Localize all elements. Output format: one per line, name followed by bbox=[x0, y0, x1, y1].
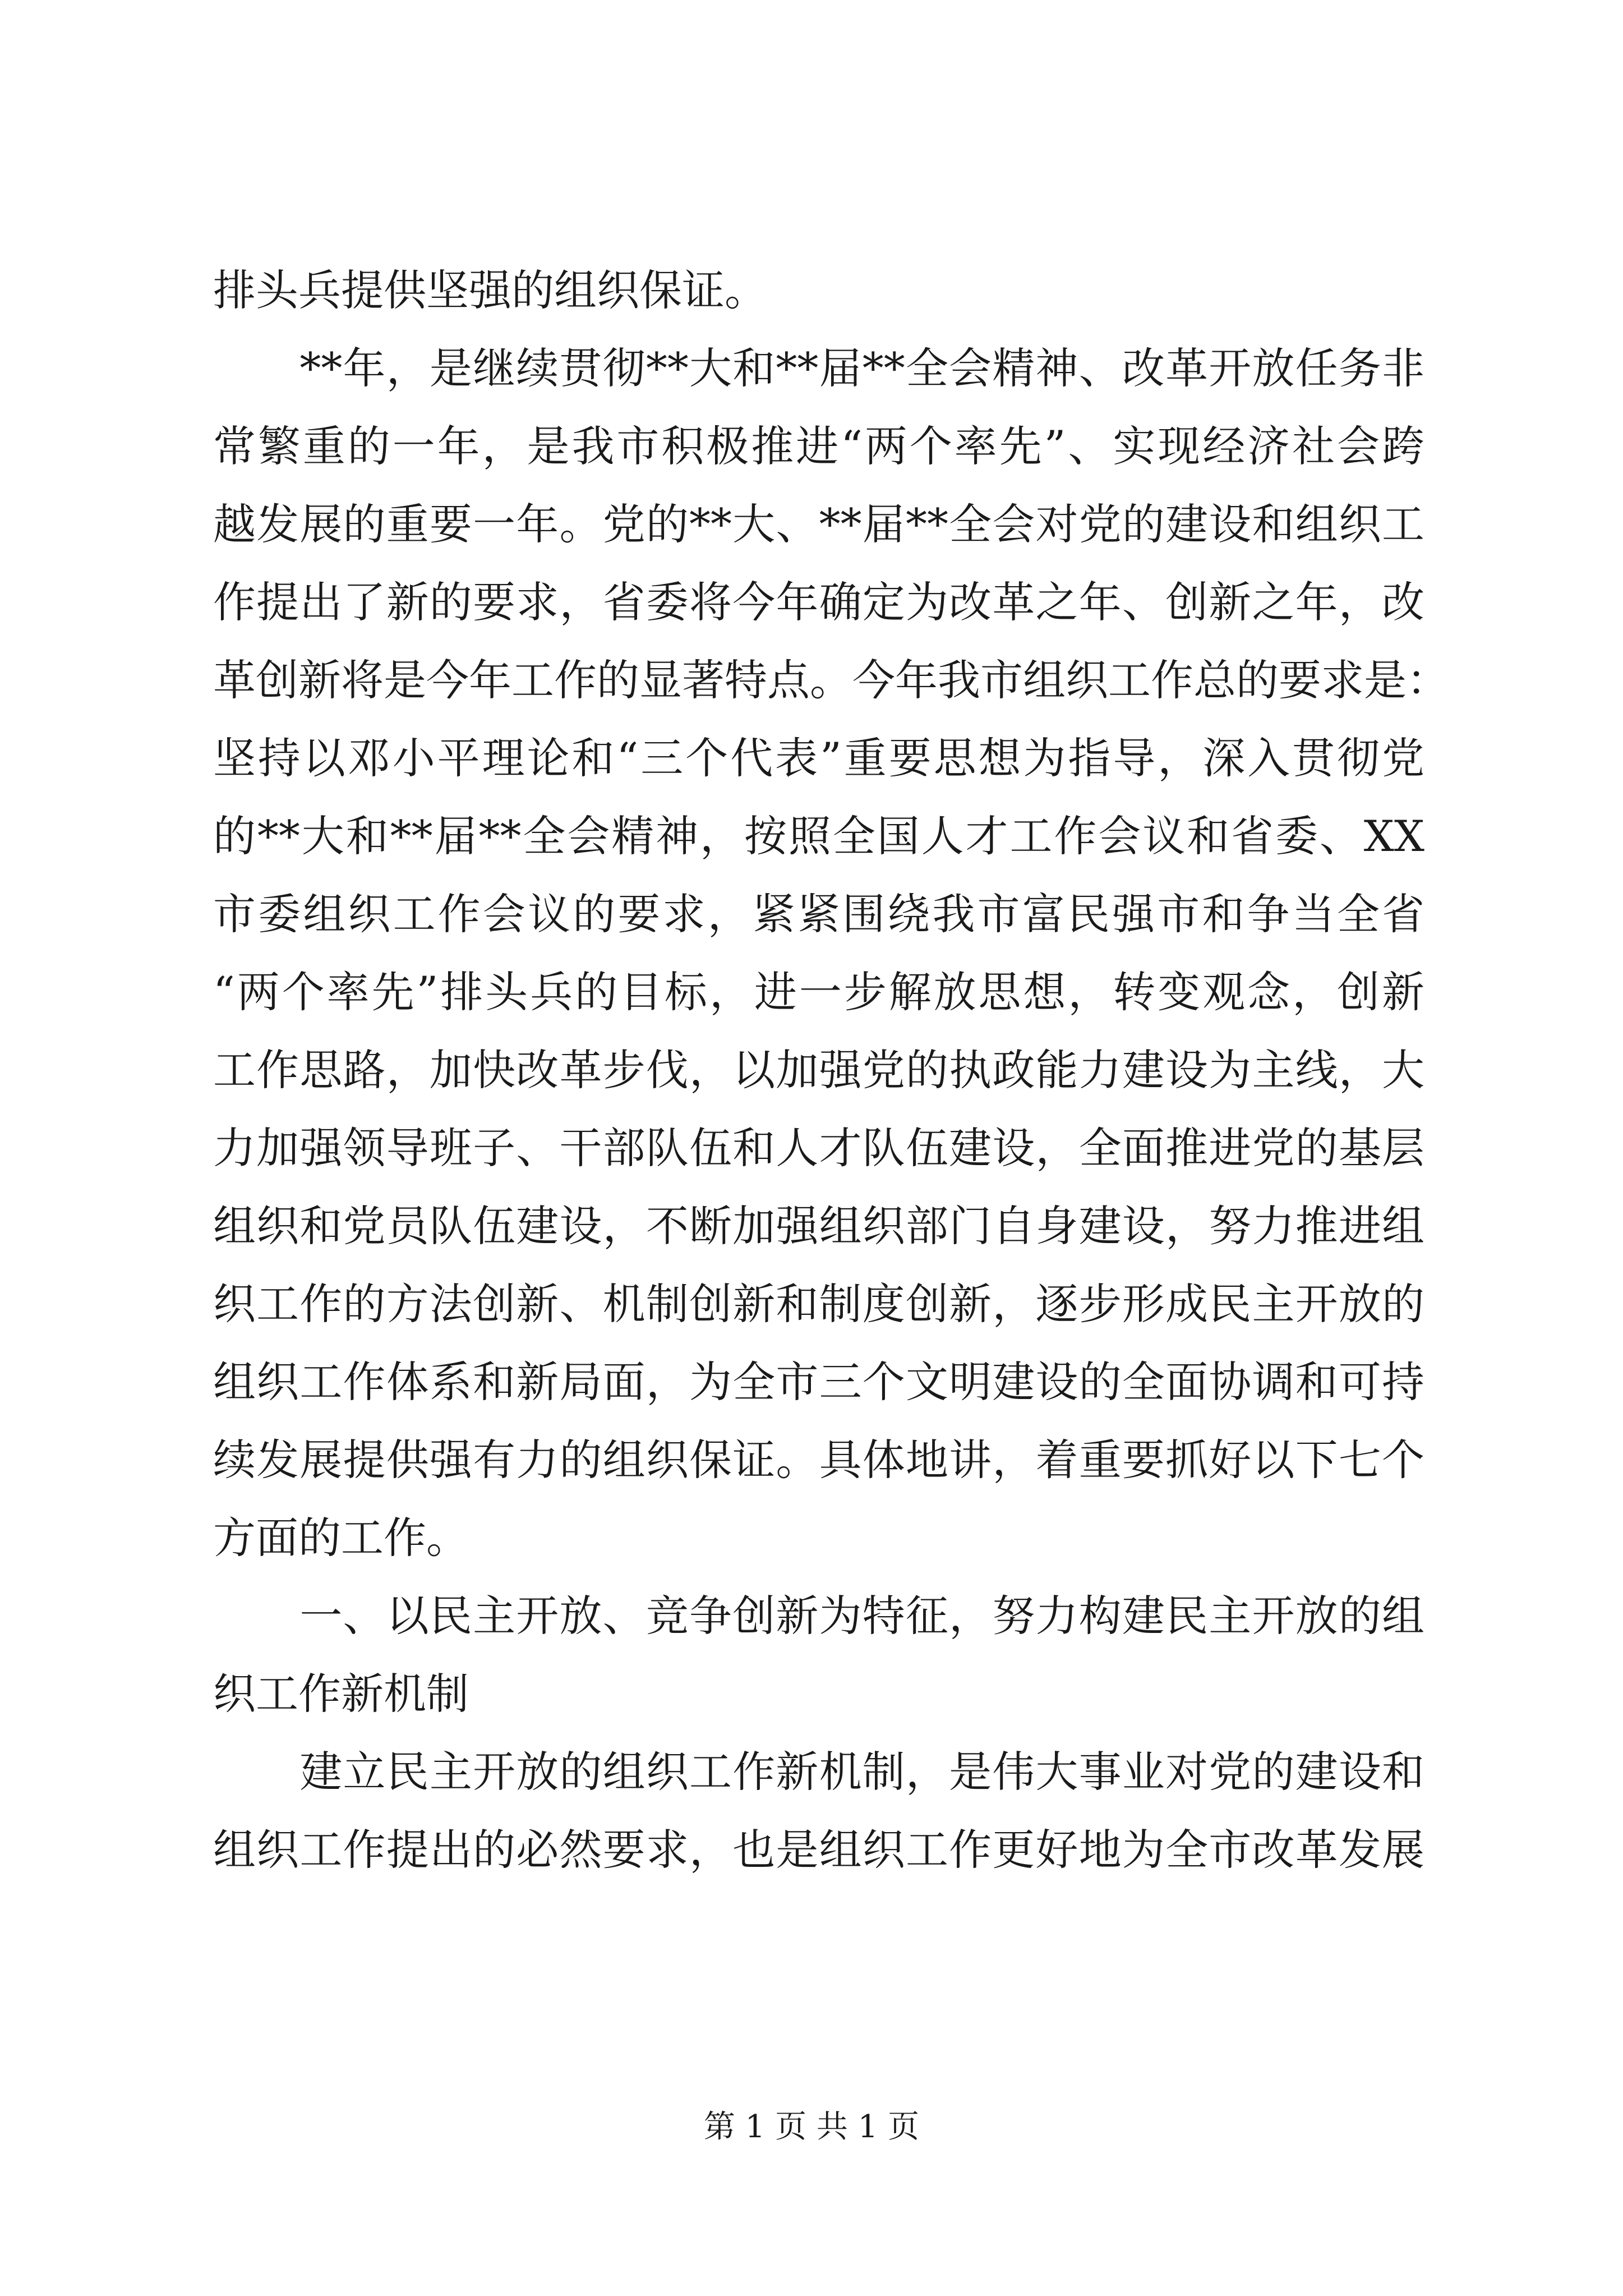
text-line: 建立民主开放的组织工作新机制，是伟大事业对党的建设和 bbox=[213, 1747, 1424, 1797]
section-heading-line: 织工作新机制 bbox=[213, 1669, 469, 1719]
text-line: 越发展的重要一年。党的**大、**届**全会对党的建设和组织工 bbox=[213, 499, 1424, 549]
text-line: 常繁重的一年，是我市积极推进“两个率先”、实现经济社会跨 bbox=[213, 421, 1424, 471]
text-line: 组织和党员队伍建设，不断加强组织部门自身建设，努力推进组 bbox=[213, 1201, 1424, 1251]
text-line: 力加强领导班子、干部队伍和人才队伍建设，全面推进党的基层 bbox=[213, 1123, 1424, 1173]
text-line: 作提出了新的要求，省委将今年确定为改革之年、创新之年，改 bbox=[213, 577, 1424, 627]
text-line: 排头兵提供坚强的组织保证。 bbox=[213, 265, 767, 315]
text-line: “两个率先”排头兵的目标，进一步解放思想，转变观念，创新 bbox=[213, 967, 1424, 1017]
text-line: 组织工作提出的必然要求，也是组织工作更好地为全市改革发展 bbox=[213, 1825, 1424, 1875]
text-line: **年，是继续贯彻**大和**届**全会精神、改革开放任务非 bbox=[213, 343, 1424, 393]
page-number-footer: 第 1 页 共 1 页 bbox=[703, 2109, 920, 2145]
text-line: 坚持以邓小平理论和“三个代表”重要思想为指导，深入贯彻党 bbox=[213, 733, 1424, 783]
text-line: 织工作的方法创新、机制创新和制度创新，逐步形成民主开放的 bbox=[213, 1279, 1424, 1329]
text-line: 市委组织工作会议的要求，紧紧围绕我市富民强市和争当全省 bbox=[213, 889, 1424, 939]
text-line: 续发展提供强有力的组织保证。具体地讲，着重要抓好以下七个 bbox=[213, 1435, 1424, 1485]
text-line: 组织工作体系和新局面，为全市三个文明建设的全面协调和可持 bbox=[213, 1357, 1424, 1407]
text-line: 方面的工作。 bbox=[213, 1513, 469, 1563]
section-heading-line: 一、以民主开放、竞争创新为特征，努力构建民主开放的组 bbox=[213, 1591, 1424, 1641]
text-line: 的**大和**届**全会精神，按照全国人才工作会议和省委、XX bbox=[213, 811, 1424, 861]
text-line: 工作思路，加快改革步伐，以加强党的执政能力建设为主线，大 bbox=[213, 1045, 1424, 1095]
text-line: 革创新将是今年工作的显著特点。今年我市组织工作总的要求是： bbox=[213, 655, 1449, 705]
